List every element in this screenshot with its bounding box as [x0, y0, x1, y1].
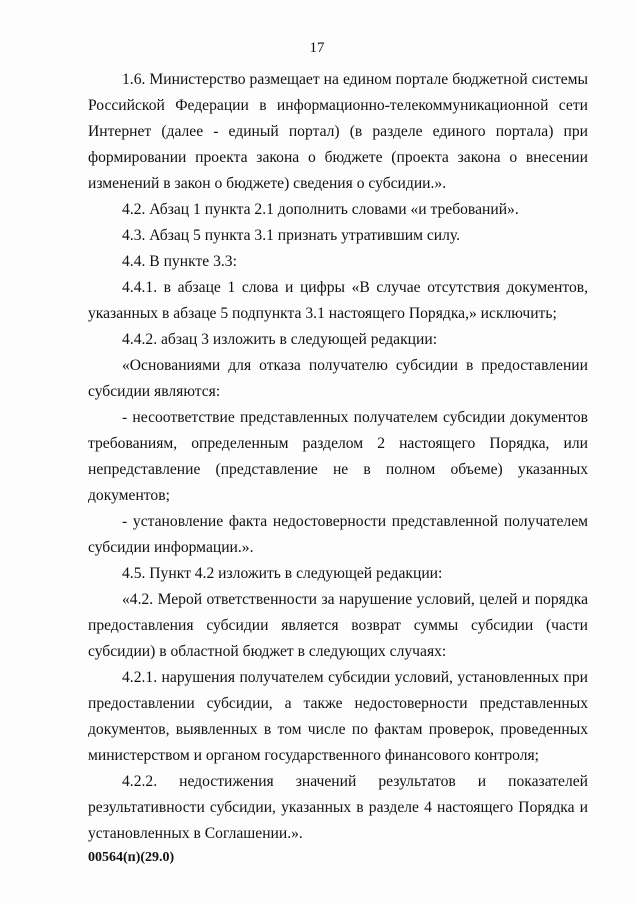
paragraph-4-3: 4.3. Абзац 5 пункта 3.1 признать утратившим силу. — [122, 227, 461, 244]
paragraph-4-4: 4.4. В пункте 3.3: — [122, 253, 237, 270]
document-body — [88, 67, 588, 847]
paragraph-new-4-2: «4.2. Мерой ответственности за нарушение условий, целей и порядка предоставления субсидии является возврат суммы субсидии (части субсидии) в областной бюджет в следующих случаях: — [88, 591, 588, 660]
paragraph-4-4-2: 4.4.2. абзац 3 изложить в следующей редакции: — [122, 331, 438, 348]
paragraph-4-2: 4.2. Абзац 1 пункта 2.1 дополнить словами «и требований». — [122, 201, 519, 218]
paragraph-refusal-item-1: - несоответствие представленных получателем субсидии документов требованиям, определенным разделом 2 настоящего Порядка, или непредставление (представление не в полном объеме) указанных документов; — [88, 409, 588, 504]
paragraph-refusal-grounds: «Основаниями для отказа получателю субсидии в предоставлении субсидии являются: — [88, 357, 588, 400]
paragraph-4-4-1: 4.4.1. в абзаце 1 слова и цифры «В случае отсутствия документов, указанных в абзаце 5 подпункта 3.1 настоящего Порядка,» исключить; — [88, 279, 588, 322]
paragraph-4-5: 4.5. Пункт 4.2 изложить в следующей редакции: — [122, 565, 443, 582]
page-number: 17 — [309, 40, 325, 56]
document-code: 00564(п)(29.0) — [88, 850, 175, 865]
paragraph-new-4-2-1: 4.2.1. нарушения получателем субсидии условий, установленных при предоставлении субсидии, а также недостоверности представленных документов, выявленных в том числе по фактам проверок, проведенных министерством и органом государственного финансового контроля; — [88, 669, 588, 764]
paragraph-refusal-item-2: - установление факта недостоверности представленной получателем субсидии информации.». — [88, 513, 588, 556]
paragraph-new-4-2-2: 4.2.2. недостижения значений результатов и показателей результативности субсидии, указанных в разделе 4 настоящего Порядка и установленных в Соглашении.». — [88, 773, 588, 842]
paragraph-1-6: 1.6. Министерство размещает на едином портале бюджетной системы Российской Федерации в информационно-телекоммуникационной сети Интернет (далее - единый портал) (в разделе единого портала) при формировании проекта закона о бюджете (проекта закона о внесении изменений в закон о бюджете) сведения о субсидии.». — [88, 71, 588, 192]
